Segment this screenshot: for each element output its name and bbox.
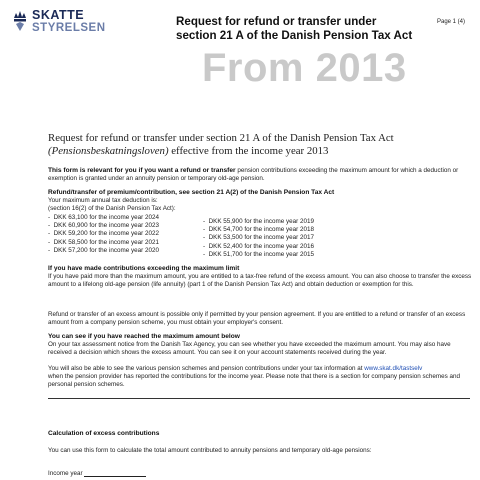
exceeding-section-heading: If you have made contributions exceeding the maximum limit: [48, 265, 240, 272]
reached-paragraph-1: On your tax assessment notice from the Danish Tax Agency, you can see whether you have exceeded the maximum amount. You may also have received a decision which shows the excess amount. You can see it on your account statements received during the year.: [48, 341, 451, 357]
intro-line-2: [48, 145, 468, 158]
crown-icon: [12, 9, 28, 33]
reached-paragraph-2: You will also be able to see the various pension schemes and pension contributions under your tax information at www.skat.dk/tastselv when the pension provider has reported the contributions for the income year. Please note that there is a section for company pension schemes and personal pension schemes.: [48, 365, 460, 389]
exceeding-paragraph-1: If you have paid more than the maximum amount, you are entitled to a tax-free refund of the excess amount. You can also choose to transfer the excess amount to a lifelong old-age pension (life annuity) (part 1 of the Danish Pension Tax Act) and obtain deduction or exemption for this.: [48, 273, 472, 289]
skattestyrelsen-logo: [12, 8, 132, 38]
relevance-paragraph: [48, 167, 468, 183]
form-title-line-1: Request for refund or transfer under: [176, 15, 377, 28]
max-deduction-intro: [48, 197, 248, 213]
intro-italic: (Pensionsbeskatningsloven): [48, 144, 169, 157]
tastselv-link[interactable]: www.skat.dk/tastselv: [364, 365, 423, 372]
deduction-list-right: [203, 218, 353, 259]
calc-paragraph: You can use this form to calculate the total amount contributed to annuity pensions and temporary old-age pensions:: [48, 447, 372, 454]
list-item: - DKK 51,700 for the income year 2015: [203, 250, 314, 258]
calc-section-heading: Calculation of excess contributions: [48, 430, 160, 437]
max-deduction-line-2: (section 16(2) of the Danish Pension Tax Act):: [48, 205, 176, 213]
refund-section-heading: Refund/transfer of premium/contribution, see section 21 A(2) of the Danish Pension Tax Act: [48, 189, 335, 196]
relevance-bold: This form is relevant for you if you want a refund or transfer: [48, 167, 236, 174]
list-item: - DKK 57,200 for the income year 2020: [48, 246, 159, 254]
list-item: - DKK 55,900 for the income year 2019: [203, 218, 314, 225]
watermark-year: From 2013: [202, 46, 407, 90]
form-title: [176, 15, 416, 42]
page-number: Page 1 (4): [437, 19, 466, 25]
logo-line-2: STYRELSEN: [32, 22, 106, 34]
intro-heading: [48, 132, 468, 157]
max-deduction-line-1: Your maximum annual tax deduction is:: [48, 197, 158, 204]
logo-line-1: SKATTE: [32, 8, 85, 22]
list-item: - DKK 53,500 for the income year 2017: [203, 234, 314, 242]
form-title-line-2: section 21 A of the Danish Pension Tax Act: [176, 28, 413, 42]
reached-section-heading: You can see if you have reached the maximum amount below: [48, 333, 240, 340]
deduction-list-left: [48, 214, 198, 255]
list-item: - DKK 58,500 for the income year 2021: [48, 238, 159, 246]
list-item: - DKK 60,900 for the income year 2023: [48, 222, 159, 230]
list-item: - DKK 54,700 for the income year 2018: [203, 226, 314, 234]
relevance-rest: pension contributions exceeding the maximum amount for which a deduction or exemption is granted under an annuity pension or temporary old-age pension.: [48, 167, 459, 183]
exceeding-paragraph-2: Refund or transfer of an excess amount is possible only if permitted by your pension agreement. If you are entitled to a refund or transfer of an excess amount from a company pension scheme, you must obtain your employer's consent.: [48, 311, 466, 327]
list-item: - DKK 52,400 for the income year 2016: [203, 242, 314, 250]
income-year-label: Income year: [48, 470, 83, 477]
income-year-field[interactable]: [84, 469, 146, 477]
intro-line-2-rest: effective from the income year 2013: [168, 144, 329, 157]
list-item: - DKK 63,100 for the income year 2024: [48, 214, 159, 221]
intro-line-1: Request for refund or transfer under section 21 A of the Danish Pension Tax Act: [48, 132, 394, 144]
list-item: - DKK 59,200 for the income year 2022: [48, 230, 159, 238]
section-divider: [48, 398, 470, 399]
